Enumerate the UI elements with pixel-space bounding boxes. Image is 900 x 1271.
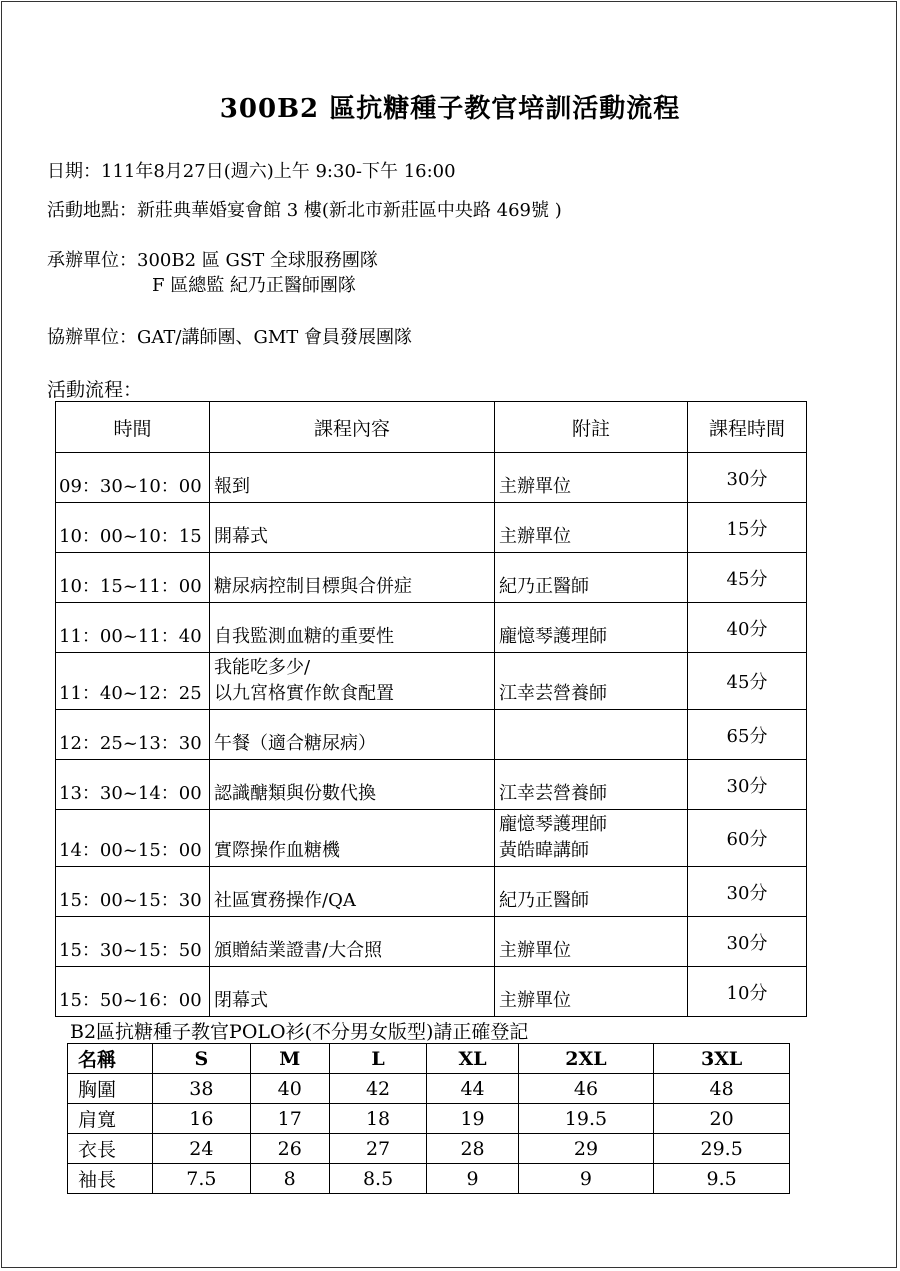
schedule-row (56, 453, 807, 503)
schedule-cell-content: 我能吃多少/ 以九宮格實作飲食配置 (210, 653, 495, 710)
size-cell: 8 (250, 1164, 329, 1194)
schedule-cell-duration: 10分 (688, 967, 807, 1017)
polo-title: B2區抗糖種子教官POLO衫(不分男女版型)請正確登記 (70, 1021, 529, 1043)
header-duration: 課程時間 (688, 402, 807, 453)
size-cell: 19.5 (518, 1104, 654, 1134)
schedule-cell-content: 認識醣類與份數代換 (210, 760, 495, 810)
schedule-cell-content: 實際操作血糖機 (210, 810, 495, 867)
size-cell: 20 (654, 1104, 790, 1134)
schedule-row (56, 967, 807, 1017)
size-cell: 46 (518, 1074, 654, 1104)
schedule-row (56, 553, 807, 603)
size-cell: 9 (518, 1164, 654, 1194)
size-row (68, 1104, 790, 1134)
page-title: 300B2 區抗糖種子教官培訓活動流程 (219, 94, 681, 124)
schedule-row (56, 503, 807, 553)
schedule-cell-content: 閉幕式 (210, 967, 495, 1017)
schedule-cell-time: 14：00~15：00 (56, 810, 210, 867)
schedule-cell-note: 主辦單位 (495, 503, 688, 553)
schedule-cell-time: 11：40~12：25 (56, 653, 210, 710)
schedule-cell-content: 報到 (210, 453, 495, 503)
size-cell: M (250, 1044, 329, 1074)
size-cell: 27 (329, 1134, 427, 1164)
schedule-cell-note: 紀乃正醫師 (495, 867, 688, 917)
schedule-cell-time: 09：30~10：00 (56, 453, 210, 503)
schedule-cell-note: 主辦單位 (495, 453, 688, 503)
schedule-cell-duration: 30分 (688, 867, 807, 917)
size-cell: 40 (250, 1074, 329, 1104)
schedule-row (56, 603, 807, 653)
size-row-label: 名稱 (68, 1044, 153, 1074)
schedule-cell-content: 自我監測血糖的重要性 (210, 603, 495, 653)
schedule-cell-time: 11：00~11：40 (56, 603, 210, 653)
size-cell: 29 (518, 1134, 654, 1164)
size-cell: 9.5 (654, 1164, 790, 1194)
size-cell: S (153, 1044, 251, 1074)
polo-size-table (67, 1043, 790, 1194)
size-cell: 7.5 (153, 1164, 251, 1194)
size-row-label: 衣長 (68, 1134, 153, 1164)
size-cell: L (329, 1044, 427, 1074)
size-row-label: 袖長 (68, 1164, 153, 1194)
schedule-body (56, 453, 807, 1017)
schedule-cell-note (495, 710, 688, 760)
schedule-cell-content: 午餐（適合糖尿病） (210, 710, 495, 760)
schedule-cell-time: 13：30~14：00 (56, 760, 210, 810)
event-venue: 活動地點：新莊典華婚宴會館 3 樓(新北市新莊區中央路 469號 ) (47, 200, 562, 221)
size-row-label: 胸圍 (68, 1074, 153, 1104)
size-cell: 38 (153, 1074, 251, 1104)
schedule-cell-content: 社區實務操作/QA (210, 867, 495, 917)
schedule-cell-note: 江幸芸營養師 (495, 760, 688, 810)
size-cell: 44 (427, 1074, 518, 1104)
size-cell: 9 (427, 1164, 518, 1194)
size-cell: 16 (153, 1104, 251, 1134)
schedule-cell-duration: 45分 (688, 553, 807, 603)
schedule-row (56, 710, 807, 760)
schedule-cell-content: 糖尿病控制目標與合併症 (210, 553, 495, 603)
size-cell: 18 (329, 1104, 427, 1134)
schedule-table (55, 401, 807, 1017)
schedule-cell-time: 15：00~15：30 (56, 867, 210, 917)
header-time: 時間 (56, 402, 210, 453)
schedule-cell-time: 15：30~15：50 (56, 917, 210, 967)
polo-size-body (68, 1044, 790, 1194)
header-note: 附註 (495, 402, 688, 453)
size-row-label: 肩寬 (68, 1104, 153, 1134)
schedule-cell-note: 紀乃正醫師 (495, 553, 688, 603)
size-row (68, 1074, 790, 1104)
schedule-row (56, 867, 807, 917)
flow-label: 活動流程： (47, 379, 143, 401)
organizer-line-2: F 區總監 紀乃正醫師團隊 (152, 275, 356, 296)
schedule-cell-content: 開幕式 (210, 503, 495, 553)
co-organizer: 協辦單位：GAT/講師團、GMT 會員發展團隊 (47, 327, 412, 348)
size-cell: 28 (427, 1134, 518, 1164)
size-cell: 26 (250, 1134, 329, 1164)
schedule-row (56, 653, 807, 710)
size-cell: 42 (329, 1074, 427, 1104)
organizer-line-1: 承辦單位：300B2 區 GST 全球服務團隊 (47, 250, 378, 271)
schedule-header-row (56, 402, 807, 453)
header-content: 課程內容 (210, 402, 495, 453)
size-cell: 19 (427, 1104, 518, 1134)
schedule-row (56, 917, 807, 967)
event-date: 日期：111年8月27日(週六)上午 9:30-下午 16:00 (47, 161, 456, 182)
schedule-cell-duration: 15分 (688, 503, 807, 553)
schedule-cell-duration: 60分 (688, 810, 807, 867)
schedule-cell-duration: 40分 (688, 603, 807, 653)
schedule-cell-duration: 30分 (688, 917, 807, 967)
size-header-row (68, 1044, 790, 1074)
size-cell: 2XL (518, 1044, 654, 1074)
schedule-cell-time: 10：15~11：00 (56, 553, 210, 603)
schedule-cell-time: 15：50~16：00 (56, 967, 210, 1017)
schedule-cell-content: 頒贈結業證書/大合照 (210, 917, 495, 967)
schedule-cell-time: 12：25~13：30 (56, 710, 210, 760)
size-cell: 29.5 (654, 1134, 790, 1164)
schedule-cell-duration: 65分 (688, 710, 807, 760)
schedule-cell-duration: 45分 (688, 653, 807, 710)
size-row (68, 1134, 790, 1164)
size-cell: XL (427, 1044, 518, 1074)
size-row (68, 1164, 790, 1194)
schedule-cell-time: 10：00~10：15 (56, 503, 210, 553)
schedule-row (56, 760, 807, 810)
schedule-cell-duration: 30分 (688, 453, 807, 503)
schedule-cell-note: 主辦單位 (495, 967, 688, 1017)
schedule-cell-duration: 30分 (688, 760, 807, 810)
schedule-row (56, 810, 807, 867)
size-cell: 8.5 (329, 1164, 427, 1194)
size-cell: 3XL (654, 1044, 790, 1074)
size-cell: 24 (153, 1134, 251, 1164)
schedule-cell-note: 江幸芸營養師 (495, 653, 688, 710)
schedule-cell-note: 主辦單位 (495, 917, 688, 967)
schedule-cell-note: 龐憶琴護理師 (495, 603, 688, 653)
schedule-cell-note: 龐憶琴護理師 黃皓暐講師 (495, 810, 688, 867)
size-cell: 48 (654, 1074, 790, 1104)
size-cell: 17 (250, 1104, 329, 1134)
